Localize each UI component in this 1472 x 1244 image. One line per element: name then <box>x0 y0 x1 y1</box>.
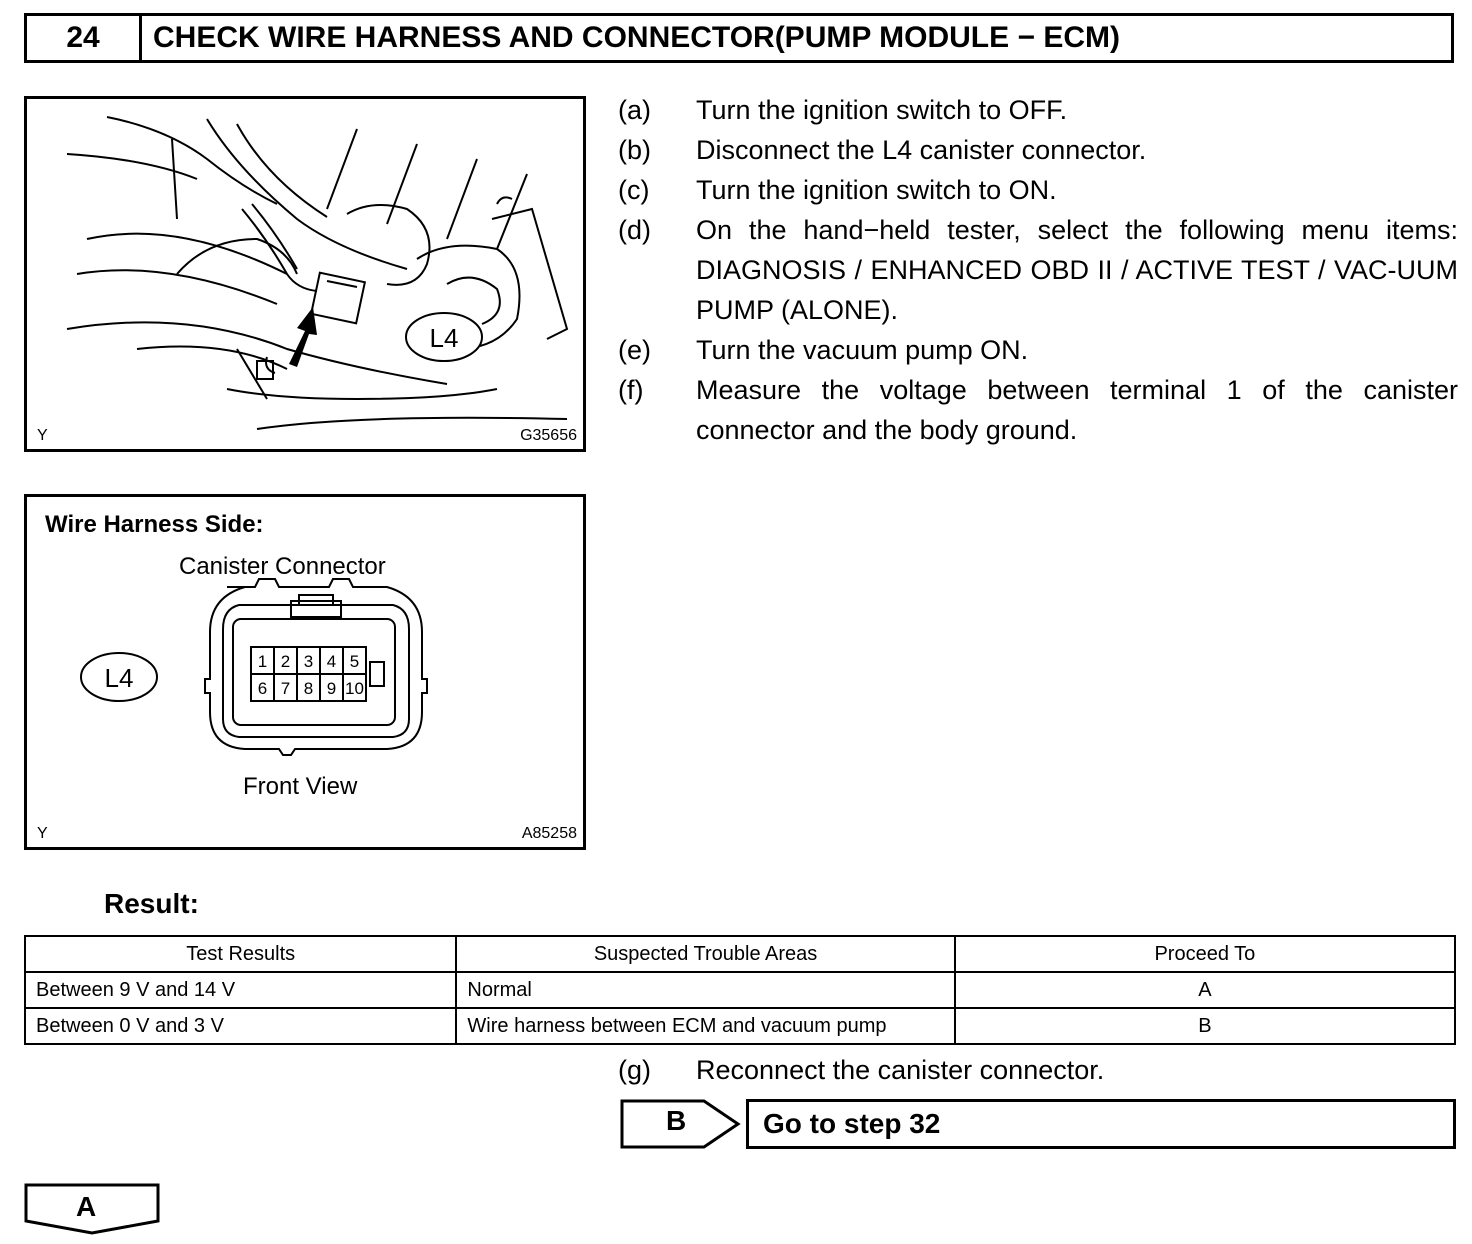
table-cell: Wire harness between ECM and vacuum pump <box>456 1008 954 1044</box>
terminal-8: 8 <box>303 679 314 698</box>
connector-diagram <box>24 494 586 850</box>
terminal-4: 4 <box>326 652 337 671</box>
result-table <box>24 935 1456 1045</box>
branch-a-marker <box>24 1183 160 1235</box>
connector-face-drawing <box>27 497 583 847</box>
terminal-7: 7 <box>280 679 291 698</box>
step-letter: (g) <box>618 1055 651 1085</box>
table-row <box>25 972 1455 1008</box>
step-item <box>618 330 1458 370</box>
step-text: Disconnect the L4 canister connector. <box>696 135 1147 165</box>
go-to-step-link[interactable]: Go to step 32 <box>746 1099 1456 1149</box>
step-text: Turn the ignition switch to ON. <box>696 175 1057 205</box>
terminal-2: 2 <box>280 652 291 671</box>
pointer-arrow-icon <box>289 307 317 367</box>
step-item <box>618 370 1458 450</box>
table-cell: B <box>955 1008 1455 1044</box>
diagram-heading: Wire Harness Side: <box>45 511 264 538</box>
step-item <box>618 210 1458 330</box>
branch-label: A <box>76 1191 97 1222</box>
step-text: Measure the voltage between terminal 1 of the canister connector and the body ground. <box>696 375 1458 445</box>
result-label: Result: <box>104 888 199 919</box>
callout-label: L4 <box>429 323 459 353</box>
column-header: Suspected Trouble Areas <box>456 936 954 972</box>
step-text: Reconnect the canister connector. <box>696 1055 1105 1085</box>
step-text: Turn the vacuum pump ON. <box>696 335 1029 365</box>
figure-id: G35656 <box>520 427 577 444</box>
table-row <box>25 1008 1455 1044</box>
connector-name: Canister Connector <box>179 553 386 580</box>
figure-id: A85258 <box>521 825 577 842</box>
step-item <box>618 130 1458 170</box>
step-letter: (d) <box>618 215 651 245</box>
step-letter: (e) <box>618 335 651 365</box>
step-item <box>618 90 1458 130</box>
terminal-10: 10 <box>345 679 364 698</box>
branch-label: B <box>666 1105 687 1136</box>
step-letter: (b) <box>618 135 651 165</box>
terminal-1: 1 <box>257 652 268 671</box>
illustration-connector-location <box>24 96 586 452</box>
terminal-6: 6 <box>257 679 268 698</box>
table-cell: Between 9 V and 14 V <box>25 972 456 1008</box>
table-cell: A <box>955 972 1455 1008</box>
step-number: 24 <box>27 16 142 60</box>
table-cell: Between 0 V and 3 V <box>25 1008 456 1044</box>
table-header-row <box>25 936 1455 972</box>
step-letter: (a) <box>618 95 651 125</box>
step-title: CHECK WIRE HARNESS AND CONNECTOR(PUMP MODULE − ECM) <box>153 21 1120 54</box>
terminal-3: 3 <box>303 652 314 671</box>
figure-corner-mark: Y <box>37 427 48 444</box>
step-item <box>618 1050 1458 1090</box>
terminal-5: 5 <box>349 652 360 671</box>
step-text: Turn the ignition switch to OFF. <box>696 95 1068 125</box>
step-letter: (c) <box>618 175 650 205</box>
engine-bay-drawing <box>27 99 583 449</box>
column-header: Test Results <box>25 936 456 972</box>
step-item <box>618 170 1458 210</box>
callout-label: L4 <box>104 663 134 693</box>
figure-corner-mark: Y <box>37 825 48 842</box>
branch-b-marker <box>620 1099 742 1149</box>
step-letter: (f) <box>618 375 644 405</box>
column-header: Proceed To <box>955 936 1455 972</box>
step-text: On the hand−held tester, select the following menu items: DIAGNOSIS / ENHANCED OBD II / ACTIVE TEST / VAC-UUM PUMP (ALONE). <box>696 215 1458 325</box>
procedure-steps <box>618 90 1458 450</box>
terminal-9: 9 <box>326 679 337 698</box>
table-cell: Normal <box>456 972 954 1008</box>
view-label: Front View <box>243 773 358 800</box>
step-header <box>24 13 1454 63</box>
